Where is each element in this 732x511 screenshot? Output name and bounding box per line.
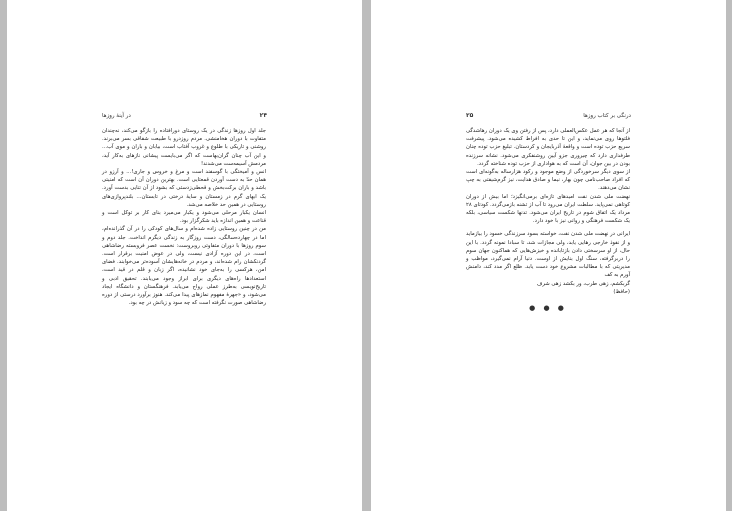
verse: گربکشم، زهی طرب، ور بکشد زهی شرف: [536, 280, 630, 287]
left-page: [7, 0, 362, 511]
running-head: در آینهٔ روزها: [102, 113, 131, 119]
paragraph: انس و آمیختگی با گوسفند است و مرغ و خروس و جاری!... و آرزو در همان حدّ به دست آوردن قمعتایی است. بهترین دوران آن است که امنیتی باشد و باران برکت‌بخش و قحطی‌زدستی که بشود از آن تنایی بدست آورد. یک ابهای گرم در زمستان و سایهٔ درختی در تابستان... بلندپروازی‌های روستایی در همین حد خلاصه می‌شد.: [102, 169, 266, 208]
paragraph: من در چنین روستایی زاده شده‌ام و سال‌های کودکی را در آن گذرانده‌ام، اما در چهارده‌سالگی، دست روزگار به زندگی دیگرم انداخت. جلد دوم و سوم روزها با دوران متفاوتی روبروست: نخست عصر فروبسته رضاشاهی است، در این دوره آزادی نیست، ولی در عوض امنیت برقرار است. گردنکشان رام شده‌اند، و مردم در خانه‌هایشان آسوده‌تر می‌خوابند. فضای امن، هرکسی را به‌جای خود نشانیده، اگر زبان و قلم در قید است، استعدادها راه‌های دیگری برای ابراز وجود می‌یابند. تحقیق ادبی و تاریخ‌نویسی به‌طرز عملی رواج می‌یابد. فرهنگستان و دانشگاه ایجاد می‌شود، و «جهرهٔ مفهوم نمازهای پیدا می‌کند. هنوز برآورد درستی از دوره رضاشاهی صورت نگرفته است که چه سود و زیانش در چه بود.: [102, 226, 266, 307]
paragraph: از آنجا که هر عمل عکس‌العملی دارد، پس از رفتن وی یک دوران رهاشدگی فلتوها روی می‌نماید، و این تا حدی به افراط کشیده می‌شود. پیشرفت سریع حزب توده است و واقعهٔ آذربایجان و کردستان. تبلیغ حزب توده چنان طرفداری دارد که چیروری جزو آیین روشنفکری می‌شود. نشانه سرزنده بودن در بین جوان، آن است که به هواداری از حزب توده شناخته گردد.: [466, 128, 630, 167]
right-page-body: [466, 127, 630, 312]
left-page-header: [102, 112, 267, 119]
paragraph: جلد اول روزها زندگی در یک روستای دورافتاده را بازگو می‌کند، نه‌چندان متفاوت با دوران هخامنشی. مردم روزدرو با طبیعت شفاقی بسر می‌برند. روشنی و تاریکی با طلوع و غروب آفتاب است، بیابان و باران و موی آب... و این آب چنان گران‌بهاست که اگر می‌بایست پیشانی نازهای به‌کار آید، مردمش آسیمه‌ست می‌شدند!: [102, 128, 266, 167]
paragraph: انسان یکبار مرحلی می‌شود و یکبار می‌میرد بنای کار بر توکل است و قناعت و همین اندازه باید شکرگزار بود.: [102, 210, 266, 225]
section-end-mark: ● ● ●: [529, 304, 567, 313]
running-head: درنگی بر کتاب روزها: [583, 113, 631, 119]
attribution: (حافظ): [613, 288, 630, 295]
page-number: ۲۵: [466, 112, 474, 119]
page-number: ۲۴: [259, 112, 267, 119]
left-page-body: [102, 127, 266, 307]
paragraph: از سوی دیگر سرخوردگی از وضع موجود و رکود هزارساله به‌گونه‌ای است که افراد صاحب‌نامی چون بهار، نیما و صادق هدایت، نیز گرم‌شیفتی به چپ نشان می‌دهند.: [466, 169, 630, 192]
paragraph: ایرانی در نهضت ملی شدن نفت، خواسته بسود سرزندگی خسود را بیازماید و از نفوذ خارجی رهایی یابد، ولی مجازات شد، تا سبادا نمونه گردد. با این حال، از او سرسختی دادن بازتابانده و خیزش‌هایی که هماکنون جهان سوم را دربرگرفته، سنگ اول بنایش از اوست. دنیا آرام نمی‌گیرد، مواظب و مدیریتی که با مطالبات مشروع خود دست یابد. ظلع اگر مدد کند، دامنش آورم به کف: [466, 231, 630, 279]
right-page-header: [466, 112, 631, 119]
right-page: [371, 0, 726, 511]
paragraph: نهضت ملی شدن نفت امیدهای تازه‌ای برمی‌انگیزد؛ اما بیش از دوران کوتاهی نمی‌پاید. سلطت ایران می‌رود تا آب از تشنه بازمی‌گردد. کودتای ۲۸ مرداد یک اتفاق شوم در تاریخ ایران می‌شود. تدنها شکست سیاسی، بلکه یک شکست فرهنگی و روانی نیز با خود دارد.: [466, 193, 630, 225]
